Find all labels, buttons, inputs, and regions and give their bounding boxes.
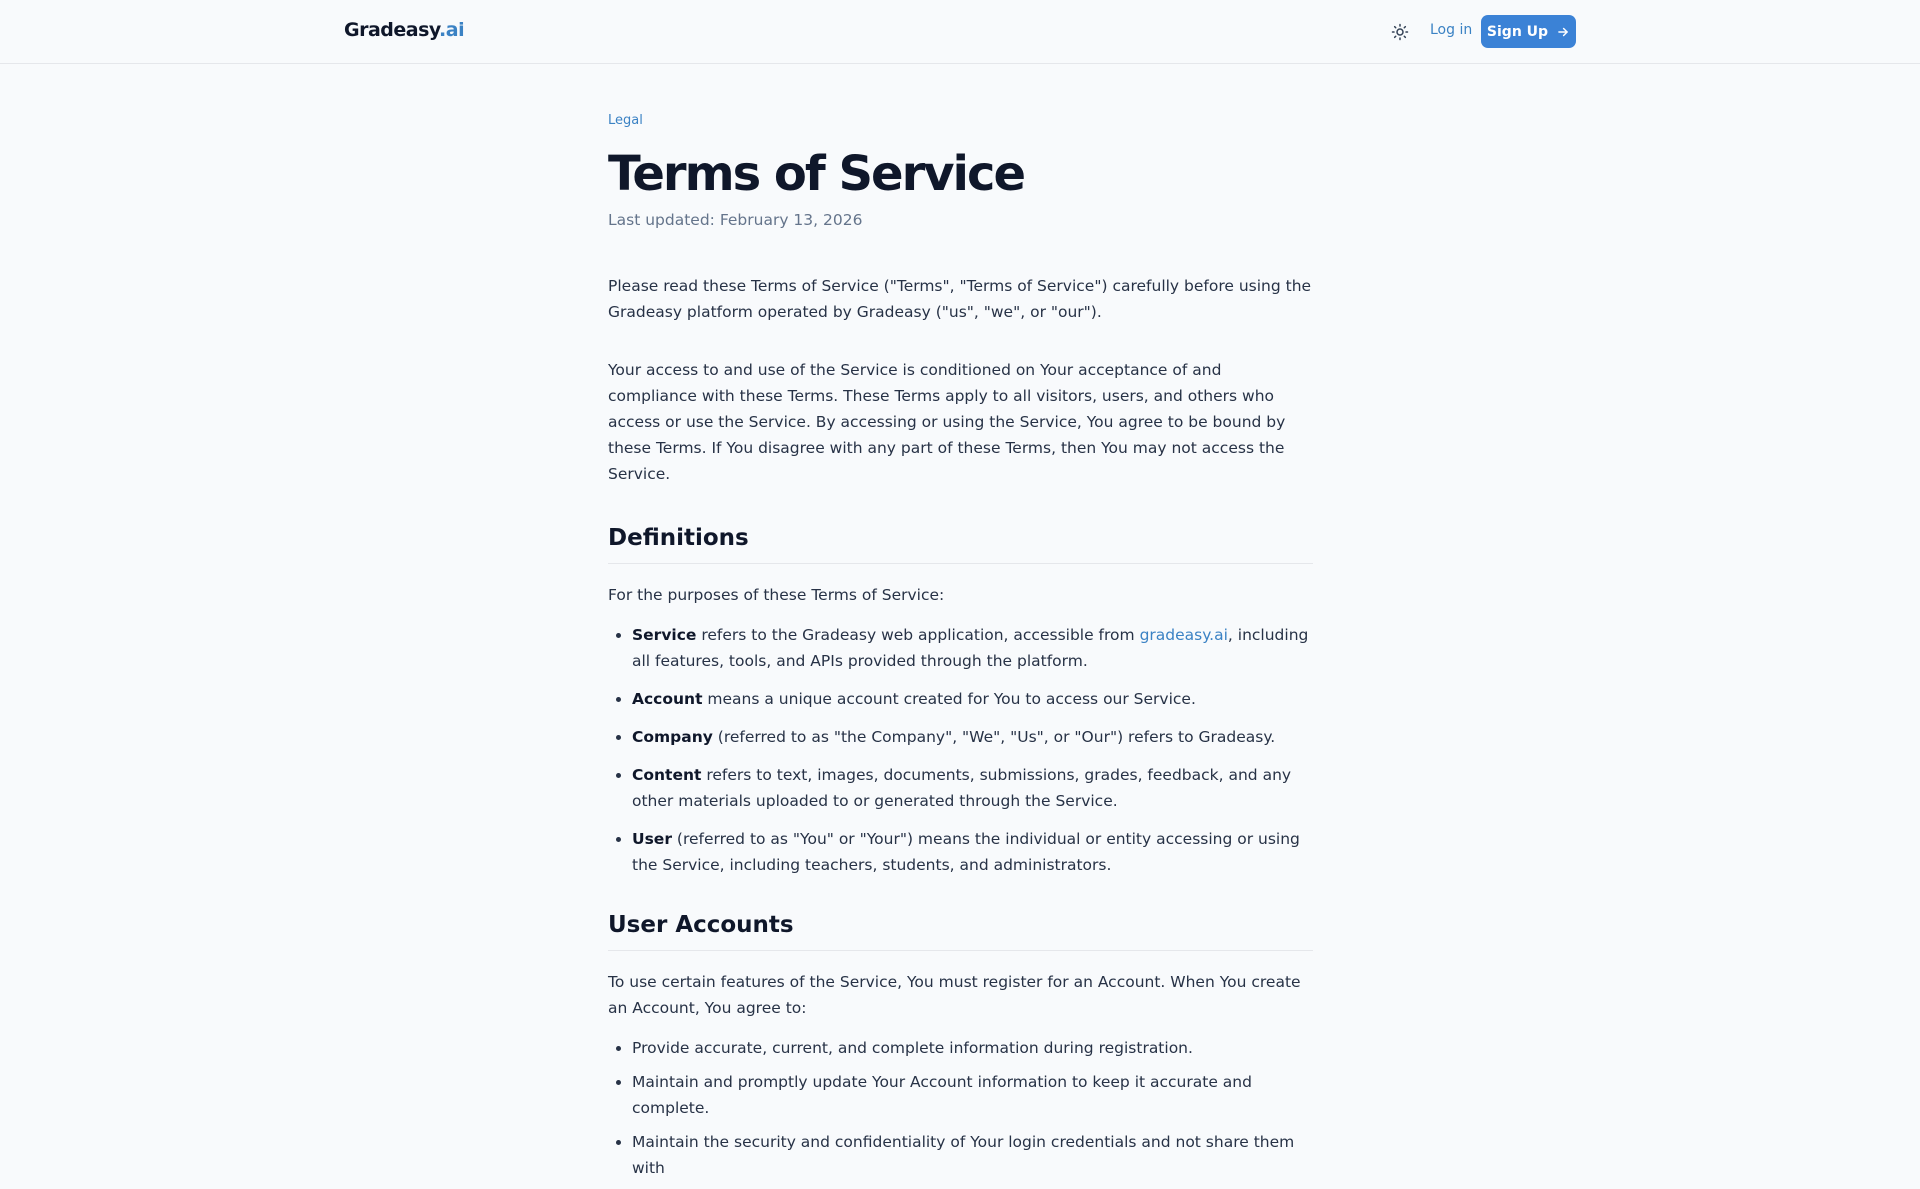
user-accounts-heading: User Accounts bbox=[608, 912, 1313, 951]
definitions-heading: Definitions bbox=[608, 525, 1313, 564]
term: Content bbox=[632, 766, 702, 784]
signup-button[interactable] bbox=[1481, 15, 1576, 48]
definition-text: , including all features, tools, and APIs provided through the platform. bbox=[632, 626, 1309, 670]
term: Company bbox=[632, 728, 713, 746]
page-title: Terms of Service bbox=[608, 146, 1025, 202]
sun-icon[interactable] bbox=[1388, 20, 1412, 44]
last-updated: Last updated: February 13, 2026 bbox=[608, 211, 863, 229]
list-item bbox=[632, 622, 1313, 674]
definition-text: (referred to as "You" or "Your") means the individual or entity accessing or using the Service, including teachers, students, and administrators. bbox=[632, 830, 1300, 874]
section-label: Legal bbox=[608, 113, 643, 128]
signup-label: Sign Up bbox=[1486, 23, 1549, 40]
acceptance-paragraph: Your access to and use of the Service is conditioned on Your acceptance of and compliance with these Terms. These Terms apply to all visitors, users, and others who access or use the Service. By accessing or using the Service, You agree to be bound by these Terms. If You disagree with any part of these Terms, then You may not access the Service. bbox=[608, 361, 1286, 483]
definition-text: means a unique account created for You to access our Service. bbox=[702, 690, 1196, 708]
list-item bbox=[632, 724, 1313, 750]
user-accounts-intro: To use certain features of the Service, You must register for an Account. When You create an Account, You agree to: bbox=[608, 973, 1301, 1017]
list-item: • Provide accurate, current, and complete information during registration. bbox=[632, 1035, 1313, 1061]
intro-paragraph: Please read these Terms of Service ("Terms", "Terms of Service") carefully before using the Gradeasy platform operated by Gradeasy ("us", "we", or "our"). bbox=[608, 277, 1312, 321]
list-item bbox=[632, 762, 1313, 814]
definition-text: refers to text, images, documents, submissions, grades, feedback, and any other materials uploaded to or generated through the Service. bbox=[632, 766, 1292, 810]
definition-text: (referred to as "the Company", "We", "Us", or "Our") refers to Gradeasy. bbox=[712, 728, 1276, 746]
arrow-right-icon bbox=[1556, 25, 1570, 39]
definition-text: refers to the Gradeasy web application, accessible from bbox=[696, 626, 1140, 644]
definitions-list bbox=[608, 622, 1313, 878]
term: Service bbox=[632, 626, 697, 644]
list-item bbox=[632, 826, 1313, 878]
gradeasy-link[interactable]: gradeasy.ai bbox=[1139, 626, 1228, 644]
term: User bbox=[632, 830, 672, 848]
definitions-intro: For the purposes of these Terms of Service: bbox=[608, 586, 945, 604]
brand-name: Gradeasy bbox=[344, 19, 440, 41]
list-item bbox=[632, 686, 1313, 712]
user-accounts-list bbox=[608, 1035, 1313, 1181]
list-item: • Maintain and promptly update Your Account information to keep it accurate and complete. bbox=[632, 1069, 1313, 1121]
brand-logo[interactable] bbox=[344, 19, 464, 41]
terms-content bbox=[608, 113, 1313, 1189]
list-item: • Maintain the security and confidentiality of Your login credentials and not share them with bbox=[632, 1129, 1313, 1181]
login-link[interactable]: Log in bbox=[1430, 22, 1473, 38]
term: Account bbox=[632, 690, 703, 708]
top-nav bbox=[0, 0, 1920, 64]
brand-tld: .ai bbox=[439, 19, 465, 41]
